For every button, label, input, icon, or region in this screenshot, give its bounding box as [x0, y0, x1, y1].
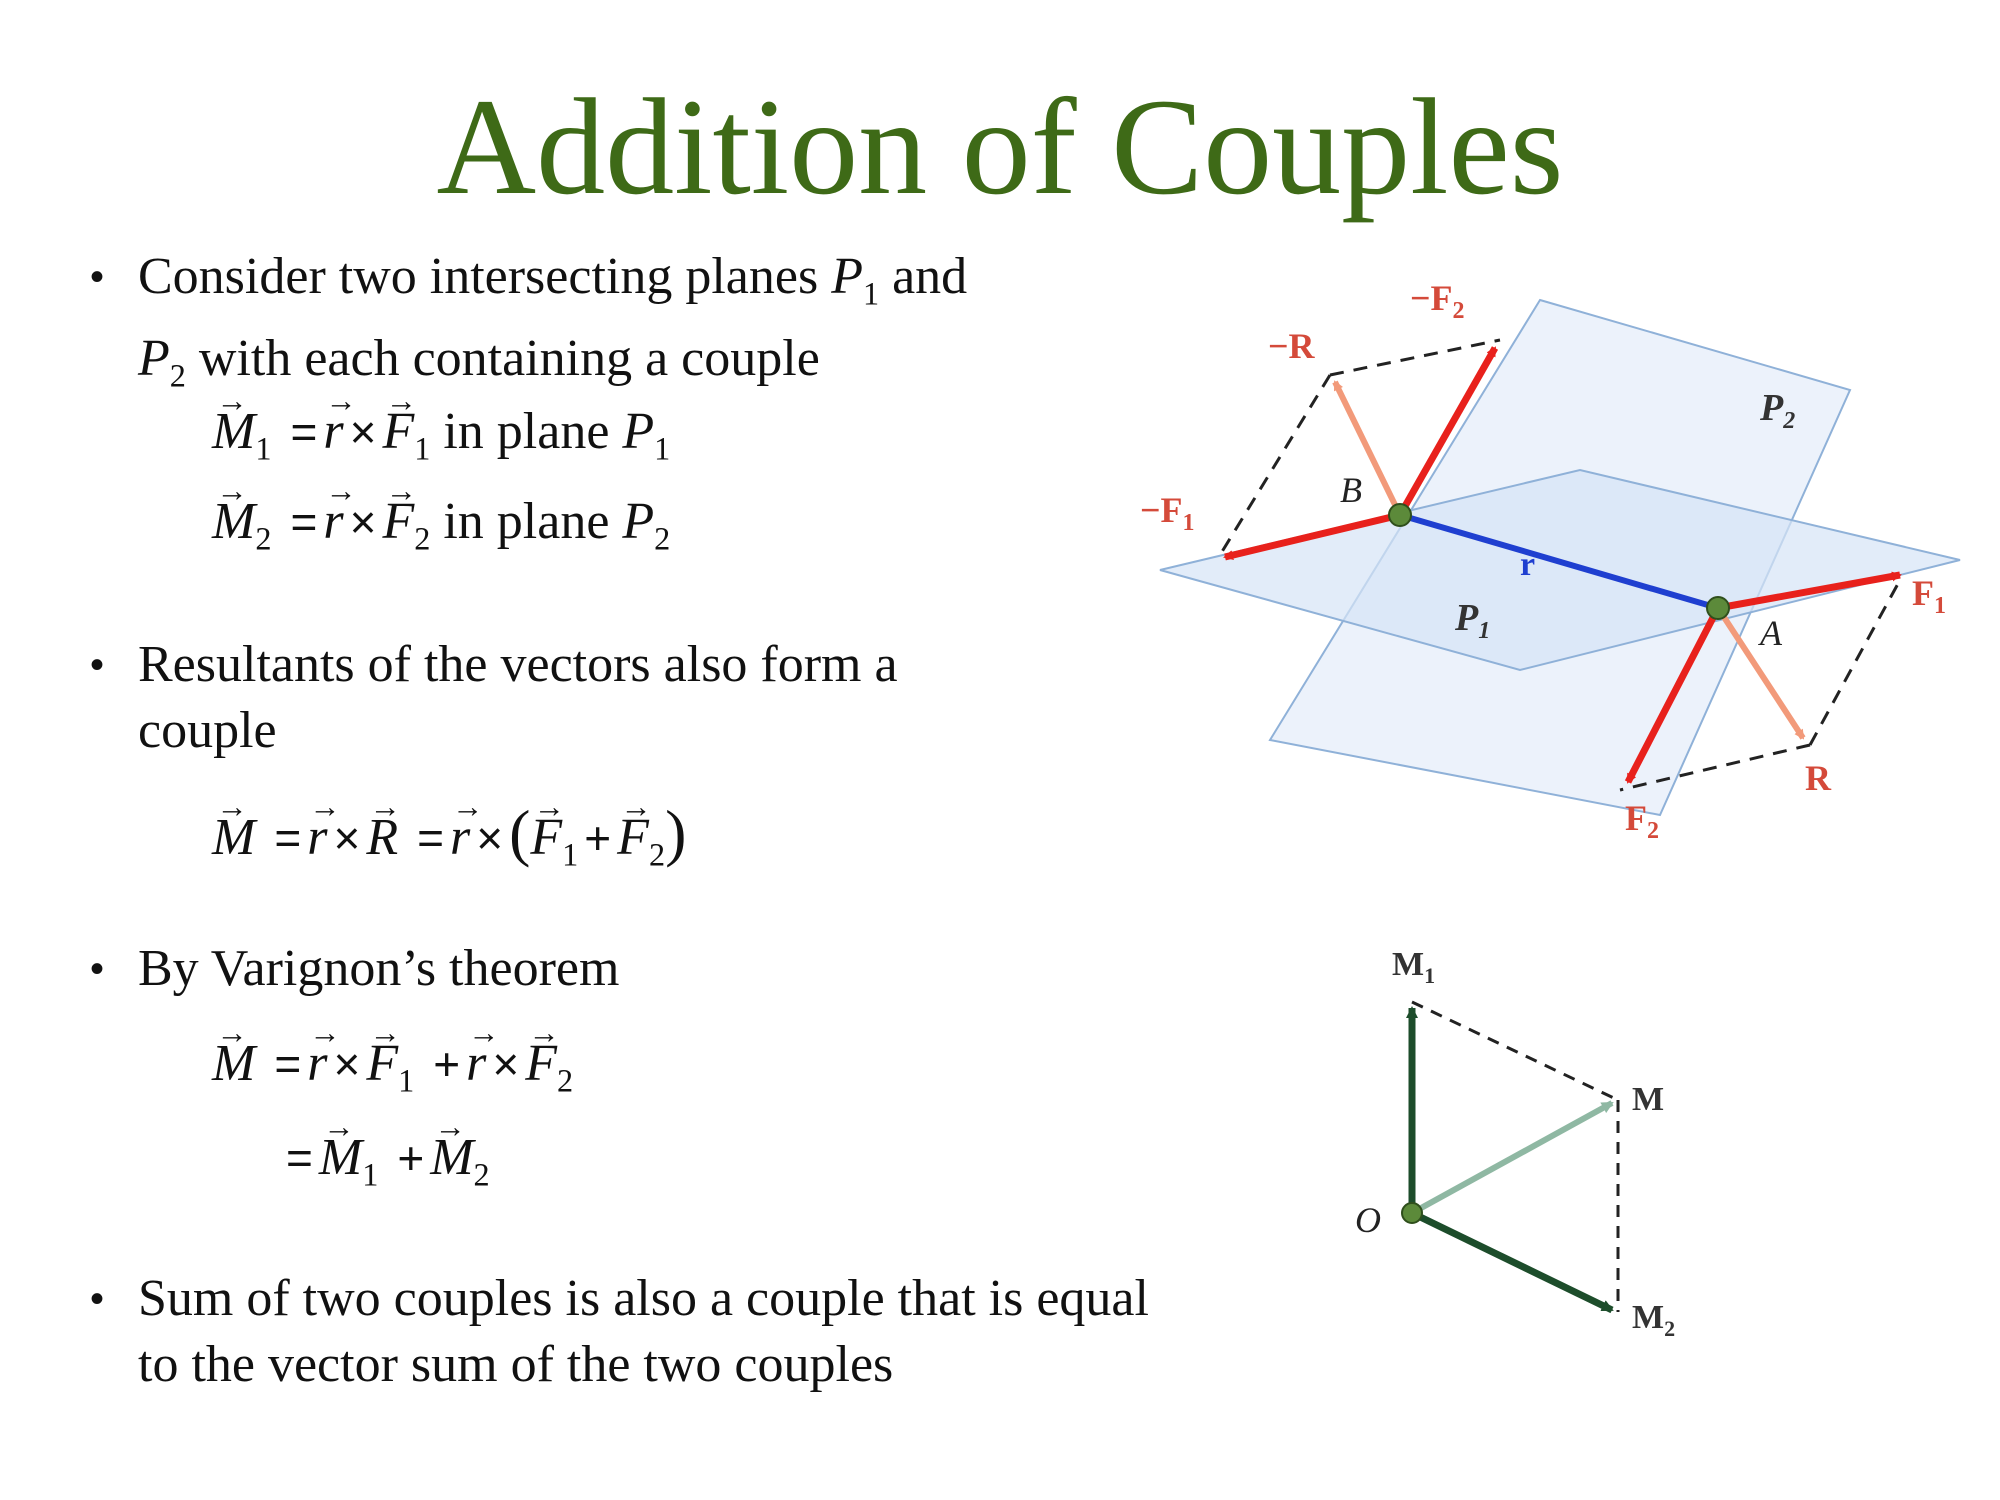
label-o: O	[1355, 1200, 1381, 1240]
label-p1: $P_1$	[1455, 597, 1491, 644]
label-neg-f1: $-F_1$	[1140, 490, 1195, 536]
label-m: M	[1632, 1081, 1665, 1118]
label-neg-r: −R	[1268, 326, 1315, 366]
m-resultant-vector	[1412, 1103, 1612, 1213]
bullet-sum-of-couples: • Sum of two couples is also a couple that is equal to the vector sum of the two couples	[90, 1270, 1149, 1393]
label-neg-f2: $-F_2$	[1410, 278, 1465, 324]
label-a: A	[1760, 613, 1782, 653]
label-m2: $M_2$	[1632, 1299, 1676, 1341]
label-m1: $M_1$	[1392, 946, 1436, 988]
point-b	[1389, 504, 1411, 526]
equation-varignon-2: =→ $M_1 +\to M_2$	[280, 1128, 490, 1193]
label-r: r	[1520, 546, 1536, 583]
figure-intersecting-planes	[1120, 270, 1980, 870]
equation-varignon-1: → $M =\to r \times\to F_1 +\to r \times\to F_2$	[212, 1034, 573, 1099]
plane-p1	[1160, 470, 1960, 670]
figure-moment-sum	[1340, 930, 1700, 1350]
label-f1: $F_1$	[1912, 573, 1946, 619]
origin-point	[1402, 1203, 1422, 1223]
point-a	[1707, 597, 1729, 619]
bullet-varignon: • By Varignon’s theorem	[90, 940, 620, 997]
label-b: B	[1340, 470, 1362, 510]
label-f2: $F_2$	[1625, 798, 1659, 844]
label-p2: $P_2$	[1760, 387, 1796, 434]
bullet-dot: •	[90, 255, 105, 299]
label-r-resultant: R	[1805, 758, 1831, 798]
slide-title: Addition of Couples	[436, 70, 1564, 223]
equation-m2: → $M_2 =\to r \times\to F_2$ in plane $P_2$	[212, 492, 670, 557]
m2-vector	[1412, 1213, 1612, 1310]
bullet-intersecting-planes: • Consider two intersecting planes $P_1$ and $P_2$ with each containing a couple	[90, 244, 967, 409]
equation-resultant-couple: → M =→ r ×→ R =→ r ×(→ $F_1 +\to F_2$)	[212, 796, 686, 873]
equation-m1: → $M_1 =\to r \times\to F_1$ in plane $P_1$	[212, 402, 670, 467]
bullet-resultants: • Resultants of the vectors also form a couple	[90, 636, 898, 759]
